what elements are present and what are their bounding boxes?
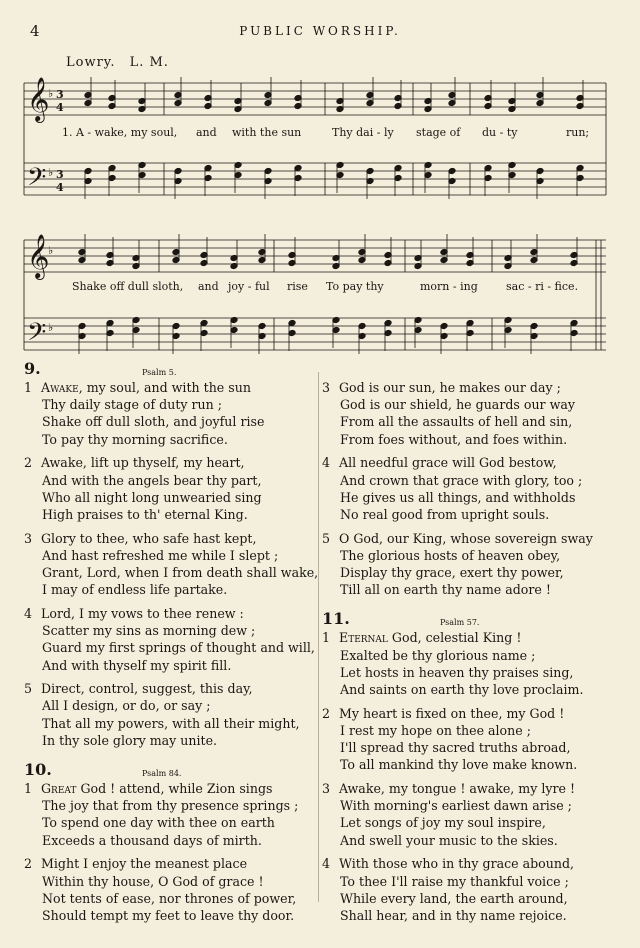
svg-text:♭: ♭ <box>48 166 54 179</box>
verse-line: To thee I'll raise my thankful voice ; <box>340 873 569 889</box>
verse-line: In thy sole glory may unite. <box>42 732 218 748</box>
verse-number: 1 <box>24 380 33 395</box>
lyric-syllables: rise <box>287 280 308 293</box>
lyric-syllables: with the sun <box>232 126 302 139</box>
verse-line: All I design, or do, or say ; <box>42 698 211 714</box>
svg-text:4: 4 <box>56 181 64 194</box>
lyric-syllables: du - ty <box>482 126 518 139</box>
psalm-heading <box>322 609 622 629</box>
verse-line: Direct, control, suggest, this day, <box>41 681 253 697</box>
psalm-10 <box>24 760 316 924</box>
verse <box>24 530 319 599</box>
verse-line: Shake off dull sloth, and joyful rise <box>42 414 265 430</box>
verse-line: Awake, my tongue ! awake, my lyre ! <box>339 781 576 797</box>
tune-meter: L. M. <box>129 55 169 70</box>
verse-number: 4 <box>24 605 33 621</box>
verse-line: All needful grace will God bestow, <box>339 455 557 471</box>
verse-line: From foes without, and foes within. <box>340 431 568 447</box>
verse-line: And crown that grace with glory, too ; <box>340 472 583 488</box>
verse-number: 5 <box>24 681 33 697</box>
verse-line: And with the angels bear thy part, <box>42 472 262 488</box>
tune-name: Lowry. <box>66 55 116 70</box>
verse-number: 2 <box>322 705 331 721</box>
lyric-syllables: and <box>196 126 217 139</box>
verse-line: O God, our King, whose sovereign sway <box>339 530 593 546</box>
bass-clef: 𝄢 <box>27 163 47 198</box>
verse-line: From all the assaults of hell and sin, <box>340 414 573 430</box>
verse-number: 4 <box>322 856 331 872</box>
verse-number: 2 <box>24 455 33 471</box>
clefs <box>27 77 64 353</box>
verse <box>24 780 316 849</box>
lead-word: Great <box>41 781 77 797</box>
verse-line: Scatter my sins as morning dew ; <box>42 623 256 639</box>
verse-line: And with thyself my spirit fill. <box>42 657 232 673</box>
verse <box>24 454 316 523</box>
left-column <box>24 359 319 931</box>
verse-line: Let hosts in heaven thy praises sing, <box>340 664 574 680</box>
verse-line: God is our sun, he makes our day ; <box>339 380 561 395</box>
svg-text:♭: ♭ <box>48 244 54 257</box>
treble-clef: 𝄞 <box>27 77 50 121</box>
treble-clef: 𝄞 <box>27 234 50 278</box>
verse-number: 3 <box>322 781 331 797</box>
verse <box>322 454 622 523</box>
psalm-9 <box>24 359 319 749</box>
verse-line: The glorious hosts of heaven obey, <box>340 547 561 563</box>
verse-line: That all my powers, with all their might, <box>42 715 300 731</box>
lead-word: Awake, <box>41 380 83 395</box>
verse <box>322 530 622 599</box>
verse-number: 5 <box>322 530 331 546</box>
verse-line: Lord, I my vows to thee renew : <box>41 605 244 621</box>
verse-line: High praises to th' eternal King. <box>42 506 248 522</box>
verse-line: No real good from upright souls. <box>340 506 550 522</box>
verse-line: Grant, Lord, when I from death shall wake, <box>42 565 319 581</box>
lyric-syllables: and <box>198 280 219 293</box>
verse <box>322 705 622 774</box>
verse-line: Should tempt my feet to leave thy door. <box>42 907 295 923</box>
verse <box>322 379 622 448</box>
verse-number: 3 <box>24 530 33 546</box>
verse-line: Glory to thee, who safe hast kept, <box>41 530 257 546</box>
verse-line: I may of endless life partake. <box>42 582 228 598</box>
bass-clef: 𝄢 <box>27 318 47 353</box>
verse <box>322 855 622 924</box>
verse-number: 4 <box>322 455 331 471</box>
verse <box>24 680 316 749</box>
verse-line: I'll spread thy sacred truths abroad, <box>340 740 571 756</box>
verse-line: With morning's earliest dawn arise ; <box>340 798 572 814</box>
lyric-syllables: 1. A - wake, my soul, <box>62 126 178 139</box>
psalm-heading <box>24 359 316 379</box>
verse-line: Display thy grace, exert thy power, <box>340 565 564 581</box>
lyric-syllables: Thy dai - ly <box>332 126 394 139</box>
verse-line: The joy that from thy presence springs ; <box>42 798 299 814</box>
verse-line: Awake, my soul, and with the sun <box>41 380 251 395</box>
music-score <box>0 0 640 360</box>
verse-line: Thy daily stage of duty run ; <box>42 397 223 413</box>
verse-line: Awake, lift up thyself, my heart, <box>41 455 245 471</box>
page-number: 4 <box>30 22 40 40</box>
svg-text:♭: ♭ <box>48 87 54 100</box>
verse-line: Might I enjoy the meanest place <box>41 856 248 872</box>
verse <box>322 629 622 698</box>
verse-line: To spend one day with thee on earth <box>42 815 275 831</box>
verse <box>24 605 316 674</box>
lyric-syllables: stage of <box>416 126 461 139</box>
lyric-syllables: run; <box>566 126 590 139</box>
verse-line: While every land, the earth around, <box>340 890 568 906</box>
lyric-syllables: Shake off dull sloth, <box>72 280 184 293</box>
verse-line: And hast refreshed me while I slept ; <box>42 547 279 563</box>
right-column <box>322 379 622 931</box>
verse-line: And swell your music to the skies. <box>340 832 558 848</box>
lyric-syllables: sac - ri - fice. <box>506 280 579 293</box>
verse-line: God is our shield, he guards our way <box>340 397 575 413</box>
verse-line: Exalted be thy glorious name ; <box>340 647 536 663</box>
svg-text:4: 4 <box>56 101 64 114</box>
verse-line: Not tents of ease, nor thrones of power, <box>42 890 297 906</box>
lead-word: Eternal <box>339 630 388 646</box>
psalm-number: 10. <box>24 760 52 780</box>
verse-line: Guard my first springs of thought and will, <box>42 640 315 656</box>
verse-line: Let songs of joy my soul inspire, <box>340 815 546 831</box>
verse-line: I rest my hope on thee alone ; <box>340 722 531 738</box>
verse-number: 1 <box>24 781 33 797</box>
psalm-11 <box>322 609 622 924</box>
verse-line: And saints on earth thy love proclaim. <box>340 682 584 698</box>
running-title: PUBLIC WORSHIP. <box>239 24 401 38</box>
verse-line: Eternal God, celestial King ! <box>339 630 522 646</box>
verse-line: Till all on earth thy name adore ! <box>340 582 551 598</box>
verse-line: To pay thy morning sacrifice. <box>42 431 228 447</box>
psalm-source: Psalm 84. <box>142 769 182 779</box>
lyric-syllables: joy - ful <box>228 280 270 293</box>
verse-number: 3 <box>322 380 331 395</box>
lyric-syllables: To pay thy <box>326 280 384 293</box>
verse <box>24 379 316 448</box>
note-heads <box>78 77 584 354</box>
verse-line: He gives us all things, and withholds <box>340 489 576 505</box>
verse <box>322 780 622 849</box>
verse-line: Exceeds a thousand days of mirth. <box>42 832 262 848</box>
svg-text:3: 3 <box>56 168 64 181</box>
verse-number: 1 <box>322 630 331 646</box>
psalm-10-continued <box>322 379 622 598</box>
verse-line: To all mankind thy love make known. <box>340 757 578 773</box>
psalm-number: 9. <box>24 359 41 378</box>
column-divider <box>318 372 319 902</box>
verse-line: Who all night long unwearied sing <box>42 489 262 505</box>
verse-line: Great God ! attend, while Zion sings <box>41 781 273 797</box>
svg-text:3: 3 <box>56 88 64 101</box>
verse <box>24 855 316 924</box>
lyric-syllables: morn - ing <box>420 280 478 293</box>
verse-line: My heart is fixed on thee, my God ! <box>339 705 565 721</box>
verse-line: With those who in thy grace abound, <box>339 856 575 872</box>
psalm-heading <box>24 760 316 780</box>
verse-number: 2 <box>24 856 33 872</box>
psalm-source: Psalm 5. <box>142 368 177 377</box>
svg-text:♭: ♭ <box>48 321 54 334</box>
psalm-number: 11. <box>322 609 350 629</box>
verse-line: Within thy house, O God of grace ! <box>42 873 264 889</box>
psalm-source: Psalm 57. <box>440 618 480 628</box>
verse-line: Shall hear, and in thy name rejoice. <box>340 907 567 923</box>
